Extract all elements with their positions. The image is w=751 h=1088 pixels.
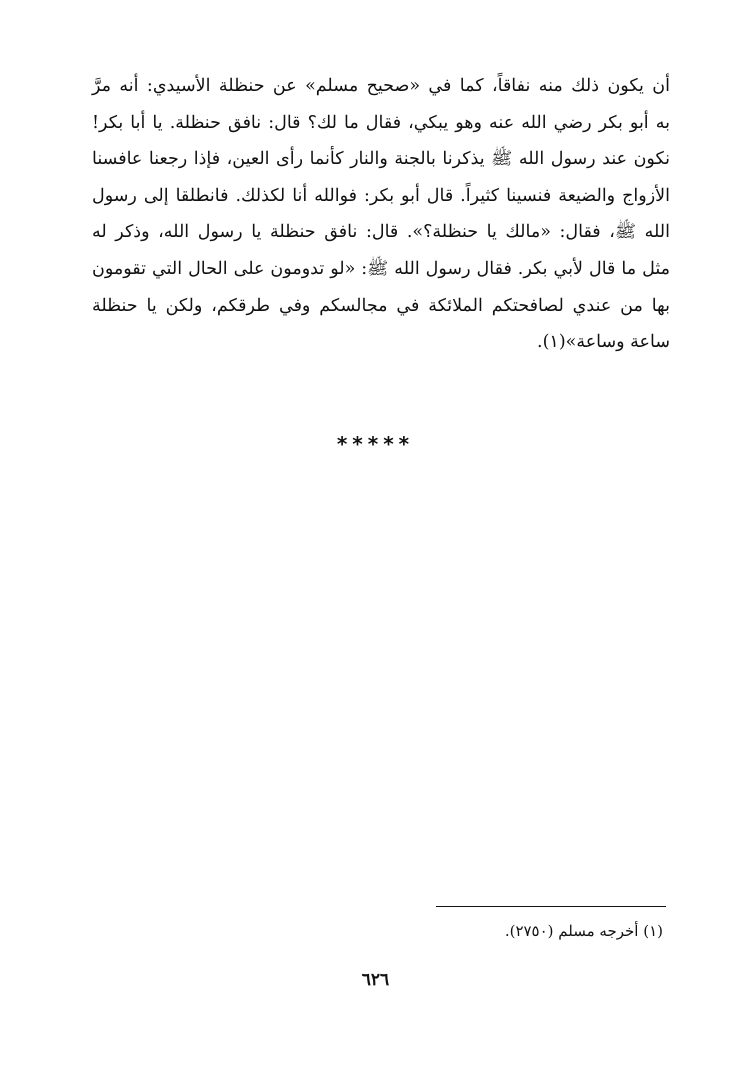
text-line-7: بها من عندي لصافحتكم الملائكة في مجالسكم وفي طرقكم، ولكن يا حنظلة	[92, 295, 670, 316]
section-separator: *****	[336, 432, 415, 456]
text-line-5: الله ﷺ، فقال: «مالك يا حنظلة؟». قال: نافق حنظلة يا رسول الله، وذكر له	[92, 222, 670, 243]
text-line-4: الأزواج والضيعة فنسينا كثيراً. قال أبو بكر: فوالله أنا لكذلك. فانطلقا إلى رسول	[92, 185, 670, 206]
text-line-3: نكون عند رسول الله ﷺ يذكرنا بالجنة والنار كأنما رأى العين، فإذا رجعنا عافسنا	[92, 149, 670, 170]
main-text-block	[92, 68, 670, 361]
footnote: (١) أخرجه مسلم (٢٧٥٠).	[504, 922, 663, 940]
footnote-rule	[436, 906, 666, 907]
text-line-8: ساعة وساعة»(١).	[537, 332, 670, 353]
text-line-2: به أبو بكر رضي الله عنه وهو يبكي، فقال ما لك؟ قال: نافق حنظلة. يا أبا بكر!	[92, 112, 670, 133]
text-line-6: مثل ما قال لأبي بكر. فقال رسول الله ﷺ: «لو تدومون على الحال التي تقومون	[92, 258, 670, 279]
text-line-1: أن يكون ذلك منه نفاقاً، كما في «صحيح مسلم» عن حنظلة الأسيدي: أنه مرَّ	[92, 76, 670, 96]
page-number: ٦٢٦	[361, 970, 390, 990]
